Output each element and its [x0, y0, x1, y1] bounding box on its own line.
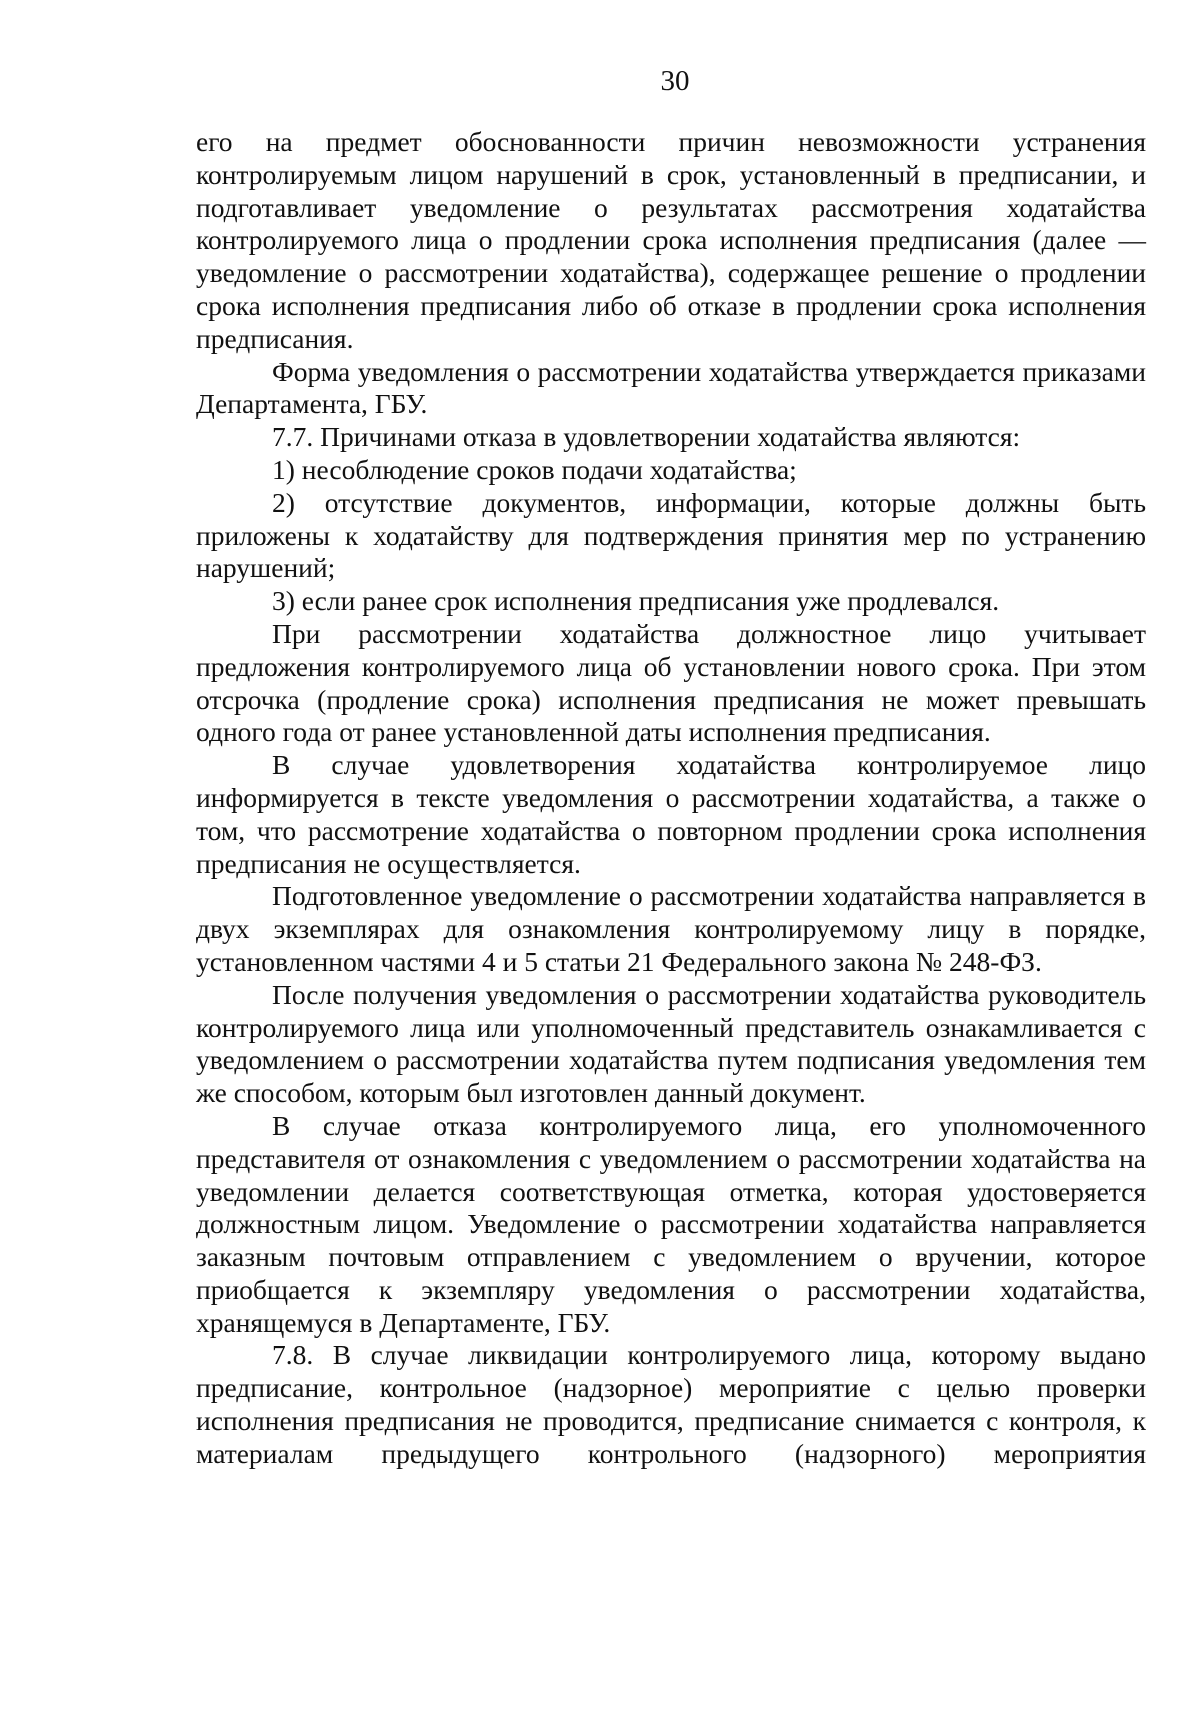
paragraph-refusal-case: В случае отказа контролируемого лица, его уполномоченного представителя от ознакомления с уведомлением о рассмотрении ходатайства на уведомлении делается соответствующая отметка, которая удостоверяется должностным лицом. Уведомление о рассмотрении ходатайства направляется заказным почтовым отправлением с уведомлением о вручении, которое приобщается к экземпляру уведомления о рассмотрении ходатайства, хранящемуся в Департаменте, ГБУ. — [196, 1109, 1146, 1338]
page-number: 30 — [660, 65, 690, 97]
list-item-3: 3) если ранее срок исполнения предписания уже продлевался. — [272, 585, 1000, 617]
paragraph-7-8: 7.8. В случае ликвидации контролируемого лица, которому выдано предписание, контрольное (надзорное) мероприятие с целью проверки исполнения предписания не проводится, предписание снимается с контроля, к материалам предыдущего контрольного (надзорного) мероприятия — [196, 1339, 1146, 1469]
list-item-1: 1) несоблюдение сроков подачи ходатайства; — [272, 453, 797, 485]
paragraph-7-7-heading: 7.7. Причинами отказа в удовлетворении ходатайства являются: — [272, 421, 1021, 453]
paragraph-notice-signing: После получения уведомления о рассмотрении ходатайства руководитель контролируемого лица или уполномоченный представитель ознакамливается с уведомлением о рассмотрении ходатайства путем подписания уведомления тем же способом, которым был изготовлен данный документ. — [196, 978, 1146, 1109]
list-item-2: 2) отсутствие документов, информации, которые должны быть приложены к ходатайству для подтверждения принятия мер по устранению нарушений; — [196, 486, 1146, 584]
paragraph-continuation: его на предмет обоснованности причин невозможности устранения контролируемым лицом нарушений в срок, установленный в предписании, и подготавливает уведомление о результатах рассмотрения ходатайства контролируемого лица о продлении срока исполнения предписания (далее — уведомление о рассмотрении ходатайства), содержащее решение о продлении срока исполнения предписания либо об отказе в продлении срока исполнения предписания. — [196, 126, 1146, 354]
document-body — [196, 126, 1146, 1471]
paragraph-new-deadline: При рассмотрении ходатайства должностное лицо учитывает предложения контролируемого лица об установлении нового срока. При этом отсрочка (продление срока) исполнения предписания не может превышать одного года от ранее установленной даты исполнения предписания. — [196, 617, 1146, 748]
paragraph-form-approval: Форма уведомления о рассмотрении ходатайства утверждается приказами Департамента, ГБУ. — [196, 355, 1146, 420]
paragraph-approval-case: В случае удовлетворения ходатайства контролируемое лицо информируется в тексте уведомления о рассмотрении ходатайства, а также о том, что рассмотрение ходатайства о повторном продлении срока исполнения предписания не осуществляется. — [196, 749, 1146, 879]
paragraph-notice-delivery: Подготовленное уведомление о рассмотрении ходатайства направляется в двух экземплярах для ознакомления контролируемому лицу в порядке, установленном частями 4 и 5 статьи 21 Федерального закона № 248-ФЗ. — [196, 880, 1146, 977]
